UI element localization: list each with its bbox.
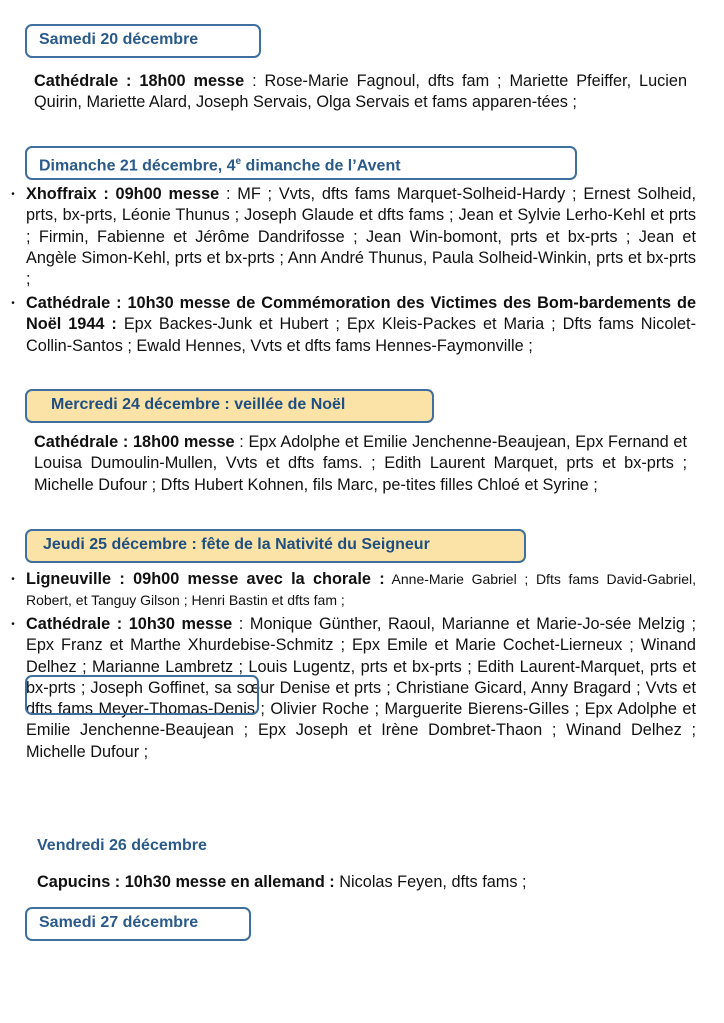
- header-sup: e: [235, 156, 242, 167]
- header-jeudi-25: [25, 529, 526, 563]
- intentions-text: : Rose-Marie Fagnoul, dfts fam ; Mariette Pfeiffer, Lucien Quirin, Mariette Alard, Joseph Servais, Olga Servais et fams apparen-tées ;: [34, 72, 687, 112]
- mass-title: Cathédrale : 18h00 messe: [34, 72, 245, 90]
- header-vendredi-26: [37, 837, 207, 855]
- mass-title: Cathédrale : 10h30 messe: [26, 615, 233, 633]
- bullet-icon: •: [11, 189, 15, 200]
- list-item-xhoffraix: [11, 184, 696, 290]
- intentions-text: Nicolas Feyen, dfts fams ;: [334, 873, 527, 891]
- header-text: Jeudi 25 décembre : fête de la Nativité du Seigneur: [43, 536, 430, 553]
- intentions-text: : Monique Günther, Raoul, Marianne et Marie-Jo-sée Melzig ; Epx Franz et Marthe Xhurdebise-Schmitz ; Epx Emile et Marie Cochet-Lierneux ; Winand Delhez ; Marianne Lambretz ; Louis Lugentz, prts et bx-prts ; Edith Laurent-Marquet, prts et bx-prts ; Joseph Goffinet, sa sœur Denise et prts ; Christiane Gicard, Anny Bragard ; Vvts et dfts fams Meyer-Thomas-Denis ; Olivier Roche ; Marguerite Bierens-Gilles ; Epx Adolphe et Emilie Jenchenne-Beaujean ; Epx Joseph et Irène Dombret-Thaon ; Winand Delhez ; Michelle Dufour ;: [26, 615, 696, 761]
- mass-title: Cathédrale : 18h00 messe: [34, 433, 235, 451]
- bullet-icon: •: [11, 619, 15, 630]
- mass-title: Xhoffraix : 09h00 messe: [26, 185, 220, 203]
- header-samedi-20: [25, 24, 261, 58]
- intentions-text: : Epx Adolphe et Emilie Jenchenne-Beaujean, Epx Fernand et Louisa Dumoulin-Mullen, Vvts et dfts fams. ; Edith Laurent Marquet, prts et bx-prts ; Michelle Dufour ; Dfts Hubert Kohnen, fils Marc, pe-tites filles Chloé et Syrine ;: [34, 433, 687, 494]
- header-mercredi-24: [25, 389, 434, 423]
- intentions-text: Epx Backes-Junk et Hubert ; Epx Kleis-Packes et Maria ; Dfts fams Nicolet-Collin-Santos ; Ewald Hennes, Vvts et dfts fams Hennes-Faymonville ;: [26, 315, 696, 355]
- paragraph-samedi-20: [34, 71, 687, 114]
- header-text: Vendredi 26 décembre: [37, 837, 207, 854]
- header-dimanche-21: [25, 146, 577, 180]
- selection-box: [25, 675, 259, 715]
- header-text: Samedi 20 décembre: [39, 31, 199, 48]
- header-text: Dimanche 21 décembre, 4: [39, 157, 236, 175]
- header-text: Samedi 27 décembre: [39, 914, 199, 931]
- mass-title: Capucins : 10h30 messe en allemand :: [37, 873, 335, 891]
- bullet-icon: •: [11, 298, 15, 309]
- header-samedi-27: [25, 907, 251, 941]
- bullet-icon: •: [11, 574, 15, 585]
- mass-title: Cathédrale : 10h30 messe de Commémoration des Victimes des Bom-bardements de Noël 1944 :: [26, 294, 696, 334]
- list-item-cathedrale-commemoration: [11, 293, 696, 357]
- list-item-ligneuville: [11, 569, 696, 612]
- intentions-text: Anne-Marie Gabriel ; Dfts fams David-Gabriel, Robert, et Tanguy Gilson ; Henri Bastin et dfts fam ;: [26, 571, 696, 609]
- intentions-text: : MF ; Vvts, dfts fams Marquet-Solheid-Hardy ; Ernest Solheid, prts, bx-prts, Léonie Thunus ; Joseph Glaude et dfts fams ; Jean et Sylvie Lerho-Kehl et prts ; Firmin, Fabienne et Jérôme Dandrifosse ; Jean Win-bomont, prts et bx-prts ; Jean et Angèle Simon-Kehl, prts et bx-prts ; Ann André Thunus, Paula Solheid-Winkin, prts et bx-prts ;: [26, 185, 696, 289]
- header-text: Mercredi 24 décembre : veillée de Noël: [51, 396, 346, 413]
- mass-title: Ligneuville : 09h00 messe avec la chorale :: [26, 570, 385, 588]
- header-text-end: dimanche de l’Avent: [241, 157, 401, 175]
- paragraph-vendredi-26: [37, 872, 687, 893]
- paragraph-mercredi-24: [34, 432, 687, 496]
